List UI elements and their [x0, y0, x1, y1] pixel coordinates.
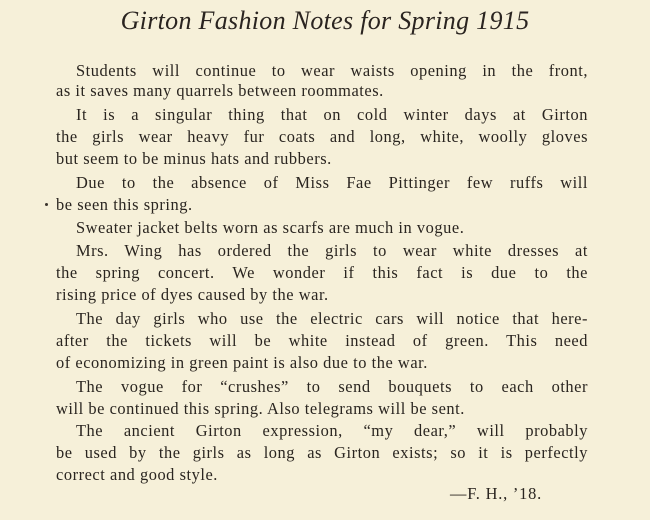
author-signature: —F. H., ’18.: [450, 484, 543, 503]
paragraph-8-line-1: The ancient Girton expression, “my dear,” will probably: [76, 421, 588, 440]
paragraph-2-line-2: the girls wear heavy fur coats and long, white, woolly gloves: [56, 127, 588, 146]
paragraph-3-line-2: be seen this spring.: [56, 195, 193, 214]
paragraph-1-line-1: Students will continue to wear waists opening in the front,: [76, 61, 588, 80]
paragraph-7-line-2: will be continued this spring. Also telegrams will be sent.: [56, 399, 465, 418]
paragraph-6-line-3: of economizing in green paint is also due to the war.: [56, 353, 428, 372]
paragraph-6-line-1: The day girls who use the electric cars will notice that here-: [76, 309, 588, 328]
paragraph-1-line-2: as it saves many quarrels between roommates.: [56, 81, 384, 100]
paragraph-2-line-3: but seem to be minus hats and rubbers.: [56, 149, 332, 168]
paragraph-8-line-2: be used by the girls as long as Girton exists; so it is perfectly: [56, 443, 588, 462]
paragraph-6-line-2: after the tickets will be white instead of green. This need: [56, 331, 588, 350]
page-title: Girton Fashion Notes for Spring 1915: [120, 6, 530, 35]
paragraph-8-line-3: correct and good style.: [56, 465, 218, 484]
paragraph-7-line-1: The vogue for “crushes” to send bouquets to each other: [76, 377, 588, 396]
paragraph-2-line-1: It is a singular thing that on cold winter days at Girton: [76, 105, 588, 124]
paragraph-5-line-3: rising price of dyes caused by the war.: [56, 285, 329, 304]
paragraph-5-line-2: the spring concert. We wonder if this fact is due to the: [56, 263, 588, 282]
stray-ink-mark: [45, 203, 48, 206]
paragraph-5-line-1: Mrs. Wing has ordered the girls to wear white dresses at: [76, 241, 588, 260]
paragraph-4-line-1: Sweater jacket belts worn as scarfs are much in vogue.: [76, 218, 465, 237]
paragraph-3-line-1: Due to the absence of Miss Fae Pittinger few ruffs will: [76, 173, 588, 192]
